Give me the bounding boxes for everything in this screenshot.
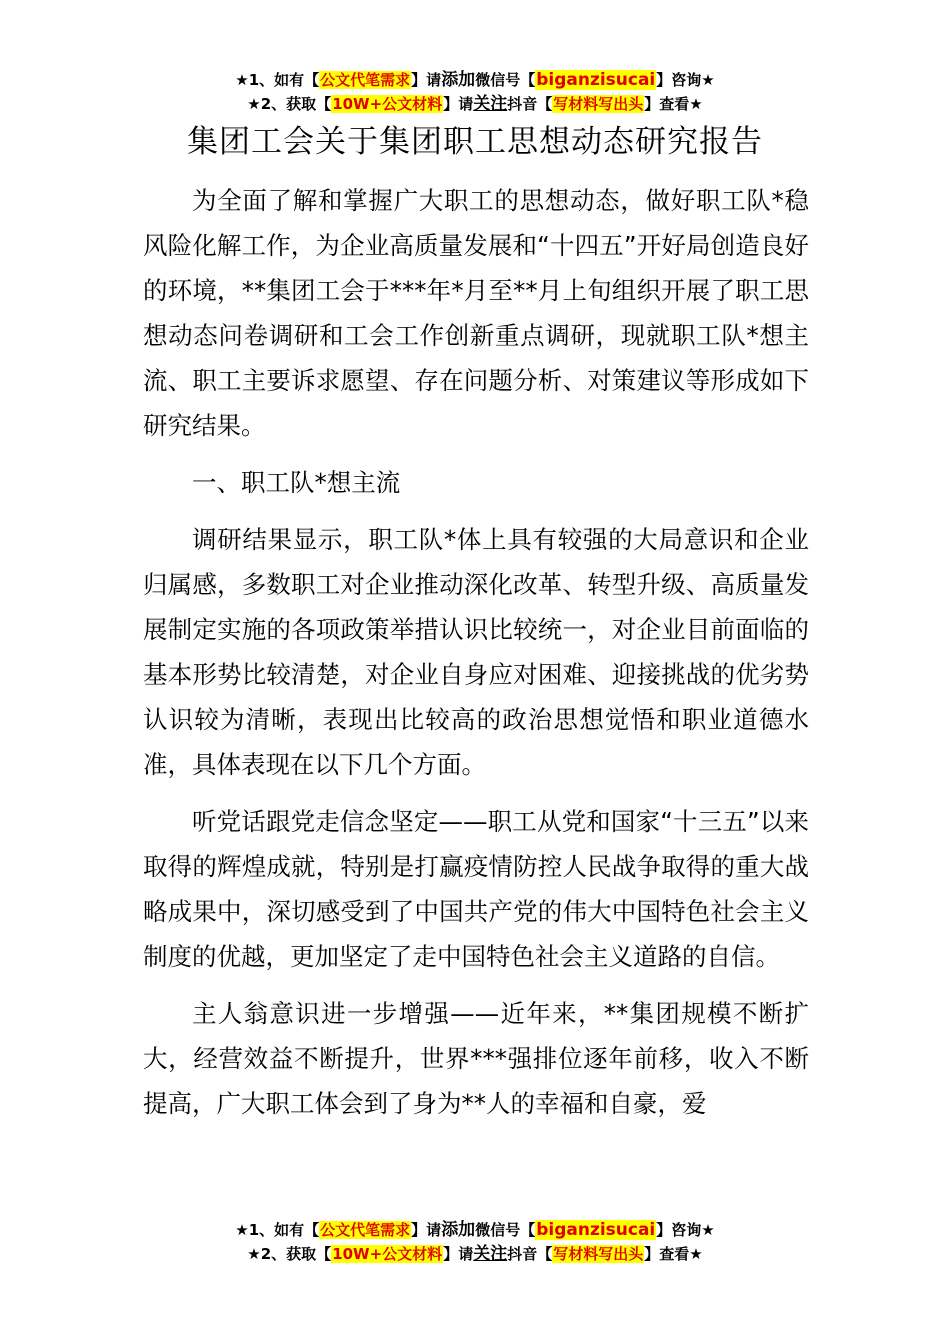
highlight-douyin: 写材料写出头 (553, 95, 644, 113)
bottom-promo-banner (0, 1218, 950, 1266)
document-body (143, 178, 809, 1138)
top-promo-banner (0, 68, 950, 116)
paragraph-intro: 为全面了解和掌握广大职工的思想动态，做好职工队*稳风险化解工作，为企业高质量发展和“十四五”开好局创造良好的环境，**集团工会于***年*月至**月上旬组织开展了职工思想动态问卷调研和工会工作创新重点调研，现就职工队*想主流、职工主要诉求愿望、存在问题分析、对策建议等形成如下研究结果。 (143, 186, 809, 440)
highlight-materials: 10W+公文材料 (332, 1245, 443, 1263)
highlight-douyin: 写材料写出头 (553, 1245, 644, 1263)
highlight-materials: 10W+公文材料 (332, 95, 443, 113)
paragraph-ownership: 主人翁意识进一步增强——近年来，**集团规模不断扩大，经营效益不断提升，世界***强排位逐年前移，收入不断提高，广大职工体会到了身为**人的幸福和自豪，爱 (143, 999, 809, 1118)
highlight-ghostwriting: 公文代笔需求 (320, 1221, 411, 1239)
highlight-wechat-id: biganzisucai (536, 70, 656, 90)
promo-line-2: ★2、获取【10W+公文材料】请关注抖音【写材料写出头】查看★ (247, 1244, 703, 1264)
document-title: 集团工会关于集团职工思想动态研究报告 (187, 124, 763, 160)
section-heading-1: 一、职工队*想主流 (192, 468, 401, 497)
promo-line-1: ★1、如有【公文代笔需求】请添加微信号【biganzisucai】咨询★ (235, 1220, 715, 1240)
paragraph-party-belief: 听党话跟党走信念坚定——职工从党和国家“十三五”以来取得的辉煌成就，特别是打赢疫情防控人民战争取得的重大战略成果中，深切感受到了中国共产党的伟大中国特色社会主义制度的优越，更加坚定了走中国特色社会主义道路的自信。 (143, 807, 809, 971)
highlight-wechat-id: biganzisucai (536, 1220, 656, 1240)
paragraph-survey-results: 调研结果显示，职工队*体上具有较强的大局意识和企业归属感，多数职工对企业推动深化改革、转型升级、高质量发展制定实施的各项政策举措认识比较统一，对企业目前面临的基本形势比较清楚，对企业自身应对困难、迎接挑战的优劣势认识较为清晰，表现出比较高的政治思想觉悟和职业道德水准，具体表现在以下几个方面。 (143, 525, 809, 779)
highlight-ghostwriting: 公文代笔需求 (320, 71, 411, 89)
promo-line-2: ★2、获取【10W+公文材料】请关注抖音【写材料写出头】查看★ (247, 94, 703, 114)
promo-line-1: ★1、如有【公文代笔需求】请添加微信号【biganzisucai】咨询★ (235, 70, 715, 90)
